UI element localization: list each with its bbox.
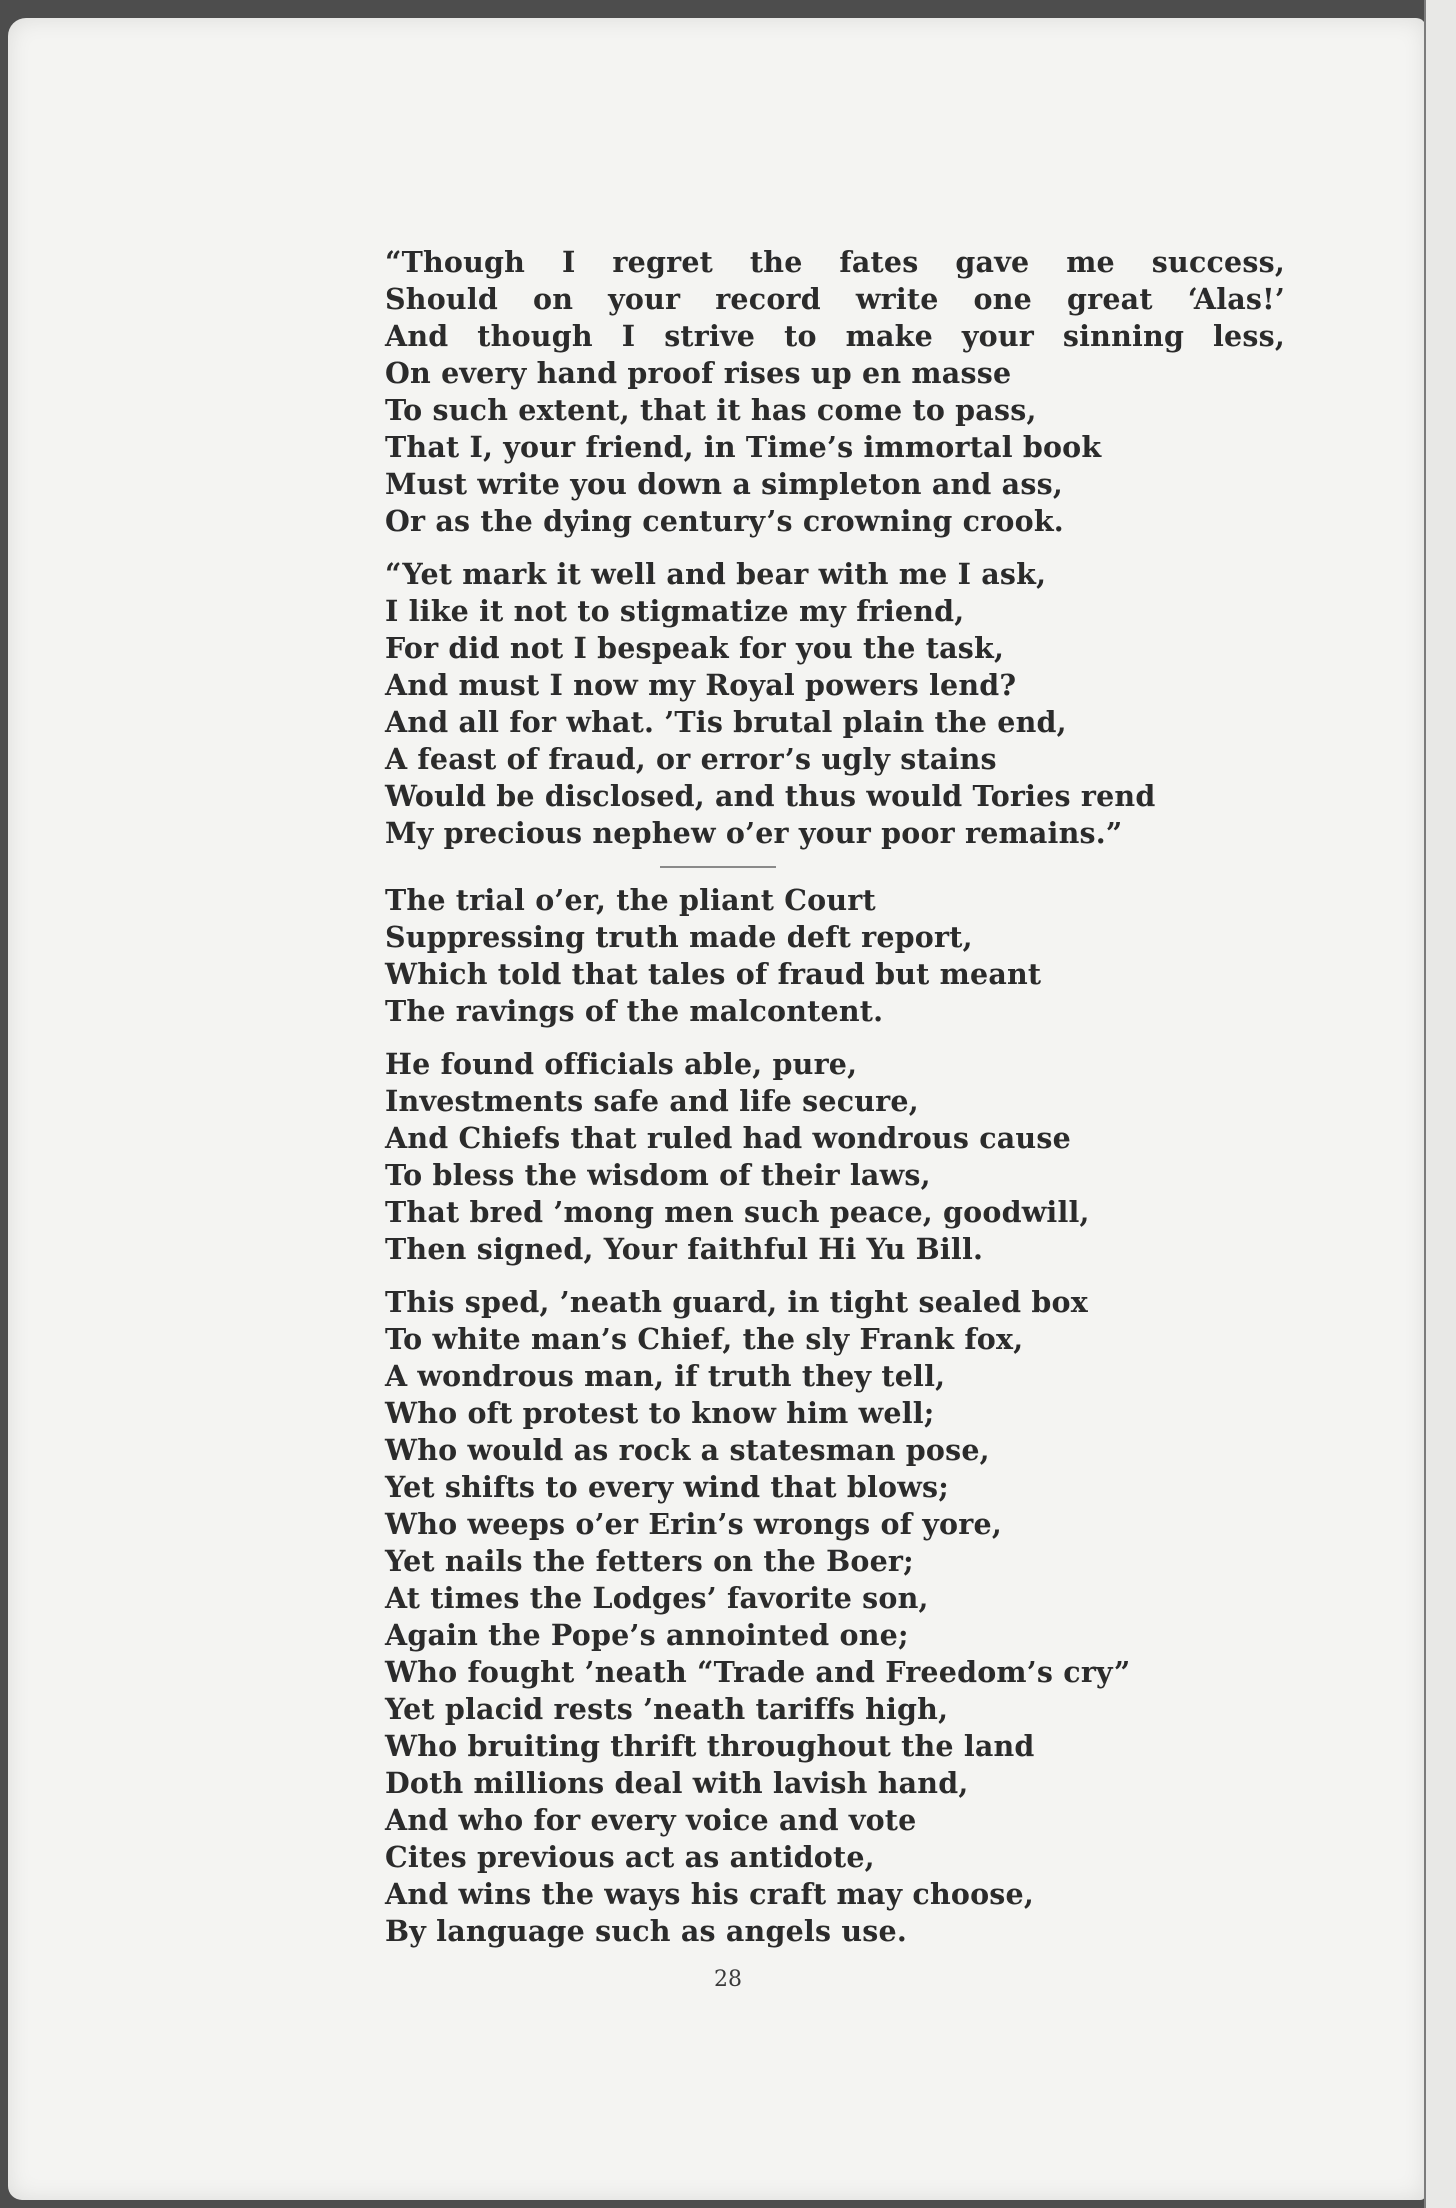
poem-line: Who fought ’neath “Trade and Freedom’s cry”	[385, 1655, 1131, 1689]
poem-line: The ravings of the malcontent.	[385, 994, 884, 1028]
poem-line: Which told that tales of fraud but meant	[385, 957, 1042, 991]
poem-line: Must write you down a simpleton and ass,	[385, 467, 1063, 501]
poem-line: By language such as angels use.	[385, 1914, 907, 1948]
poem-line: Should on your record write one great ‘Alas!’	[385, 282, 1285, 316]
poem-line: This sped, ’neath guard, in tight sealed box	[385, 1285, 1088, 1319]
poem-line: Investments safe and life secure,	[385, 1084, 919, 1118]
poem-line: And though I strive to make your sinning less,	[385, 319, 1285, 353]
poem-line: Then signed, Your faithful Hi Yu Bill.	[385, 1232, 984, 1266]
poem-line: Or as the dying century’s crowning crook.	[385, 504, 1064, 538]
stanza-3	[385, 882, 1285, 1030]
poem-line: Yet shifts to every wind that blows;	[385, 1470, 949, 1504]
poem-line: Again the Pope’s annointed one;	[385, 1618, 909, 1652]
poem-line: Cites previous act as antidote,	[385, 1840, 875, 1874]
poem-line: On every hand proof rises up en masse	[385, 356, 1012, 390]
poem-line: “Though I regret the fates gave me success,	[385, 245, 1285, 279]
poem-line: Would be disclosed, and thus would Tories rend	[385, 779, 1156, 813]
stanza-4	[385, 1046, 1285, 1268]
stanza-2	[385, 556, 1285, 852]
page-number: 28	[714, 1967, 742, 1992]
poem-line: A wondrous man, if truth they tell,	[385, 1359, 946, 1393]
section-divider	[660, 866, 776, 868]
poem-line: Doth millions deal with lavish hand,	[385, 1766, 969, 1800]
stanza-1	[385, 244, 1285, 540]
poem-line: Suppressing truth made deft report,	[385, 920, 973, 954]
poem-line: I like it not to stigmatize my friend,	[385, 594, 965, 628]
poem-line: That bred ’mong men such peace, goodwill,	[385, 1195, 1090, 1229]
poem-line: “Yet mark it well and bear with me I ask,	[385, 557, 1047, 591]
poem-line: Yet nails the fetters on the Boer;	[385, 1544, 914, 1578]
poem-line: Who oft protest to know him well;	[385, 1396, 935, 1430]
poem-line: Who bruiting thrift throughout the land	[385, 1729, 1035, 1763]
poem-line: And must I now my Royal powers lend?	[385, 668, 1017, 702]
poem-line: That I, your friend, in Time’s immortal book	[385, 430, 1102, 464]
poem-text	[385, 244, 1285, 1950]
poem-line: Yet placid rests ’neath tariffs high,	[385, 1692, 949, 1726]
poem-line: And Chiefs that ruled had wondrous cause	[385, 1121, 1071, 1155]
poem-line: The trial o’er, the pliant Court	[385, 883, 876, 917]
poem-line: Who would as rock a statesman pose,	[385, 1433, 990, 1467]
poem-line: Who weeps o’er Erin’s wrongs of yore,	[385, 1507, 1002, 1541]
poem-line: For did not I bespeak for you the task,	[385, 631, 1005, 665]
poem-line: To bless the wisdom of their laws,	[385, 1158, 931, 1192]
poem-line: To such extent, that it has come to pass,	[385, 393, 1037, 427]
poem-line: He found officials able, pure,	[385, 1047, 858, 1081]
poem-line: My precious nephew o’er your poor remains.”	[385, 816, 1123, 850]
poem-line: A feast of fraud, or error’s ugly stains	[385, 742, 997, 776]
stanza-5	[385, 1284, 1285, 1950]
poem-line: And all for what. ’Tis brutal plain the end,	[385, 705, 1067, 739]
poem-line: At times the Lodges’ favorite son,	[385, 1581, 929, 1615]
poem-line: To white man’s Chief, the sly Frank fox,	[385, 1322, 1024, 1356]
poem-line: And wins the ways his craft may choose,	[385, 1877, 1034, 1911]
next-page-edge	[1424, 0, 1456, 2208]
poem-line: And who for every voice and vote	[385, 1803, 917, 1837]
